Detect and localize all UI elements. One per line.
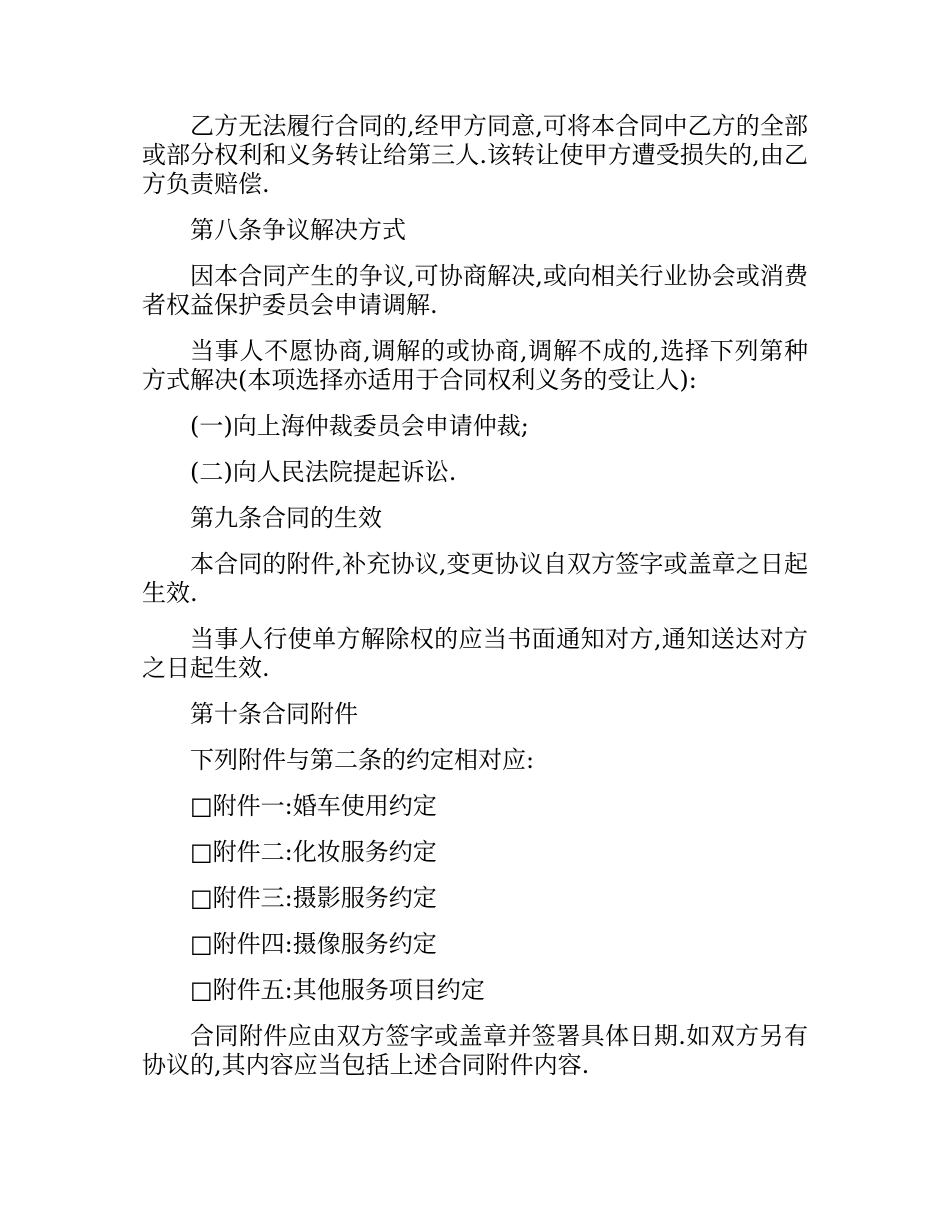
paragraph-transfer-rights: 乙方无法履行合同的,经甲方同意,可将本合同中乙方的全部或部分权利和义务转让给第三人.该转让使甲方遭受损失的,由乙方负责赔偿. <box>142 112 808 198</box>
paragraph-dispute-choice: 当事人不愿协商,调解的或协商,调解不成的,选择下列第种方式解决(本项选择亦适用于合同权利义务的受让人): <box>142 337 808 394</box>
attachment-item-4: □附件四:摄像服务约定 <box>190 930 437 958</box>
paragraph-attachments-intro: 下列附件与第二条的约定相对应: <box>190 746 535 774</box>
option-litigation: (二)向人民法院提起诉讼. <box>190 458 457 486</box>
attachment-item-1: □附件一:婚车使用约定 <box>190 792 437 820</box>
attachment-item-2: □附件二:化妆服务约定 <box>190 838 437 866</box>
article-9-heading: 第九条合同的生效 <box>190 504 382 532</box>
paragraph-attachments-signing: 合同附件应由双方签字或盖章并签署具体日期.如双方另有协议的,其内容应当包括上述合同附件内容. <box>142 1022 808 1079</box>
document-page <box>142 112 808 1097</box>
article-10-heading: 第十条合同附件 <box>190 700 358 728</box>
attachment-item-3: □附件三:摄影服务约定 <box>190 884 437 912</box>
option-arbitration: (一)向上海仲裁委员会申请仲裁; <box>190 412 529 440</box>
paragraph-effectiveness-attachments: 本合同的附件,补充协议,变更协议自双方签字或盖章之日起生效. <box>142 550 808 607</box>
article-8-heading: 第八条争议解决方式 <box>190 216 406 244</box>
attachment-item-5: □附件五:其他服务项目约定 <box>190 976 485 1004</box>
paragraph-effectiveness-termination: 当事人行使单方解除权的应当书面通知对方,通知送达对方之日起生效. <box>142 625 808 682</box>
paragraph-dispute-mediation: 因本合同产生的争议,可协商解决,或向相关行业协会或消费者权益保护委员会申请调解. <box>142 262 808 319</box>
